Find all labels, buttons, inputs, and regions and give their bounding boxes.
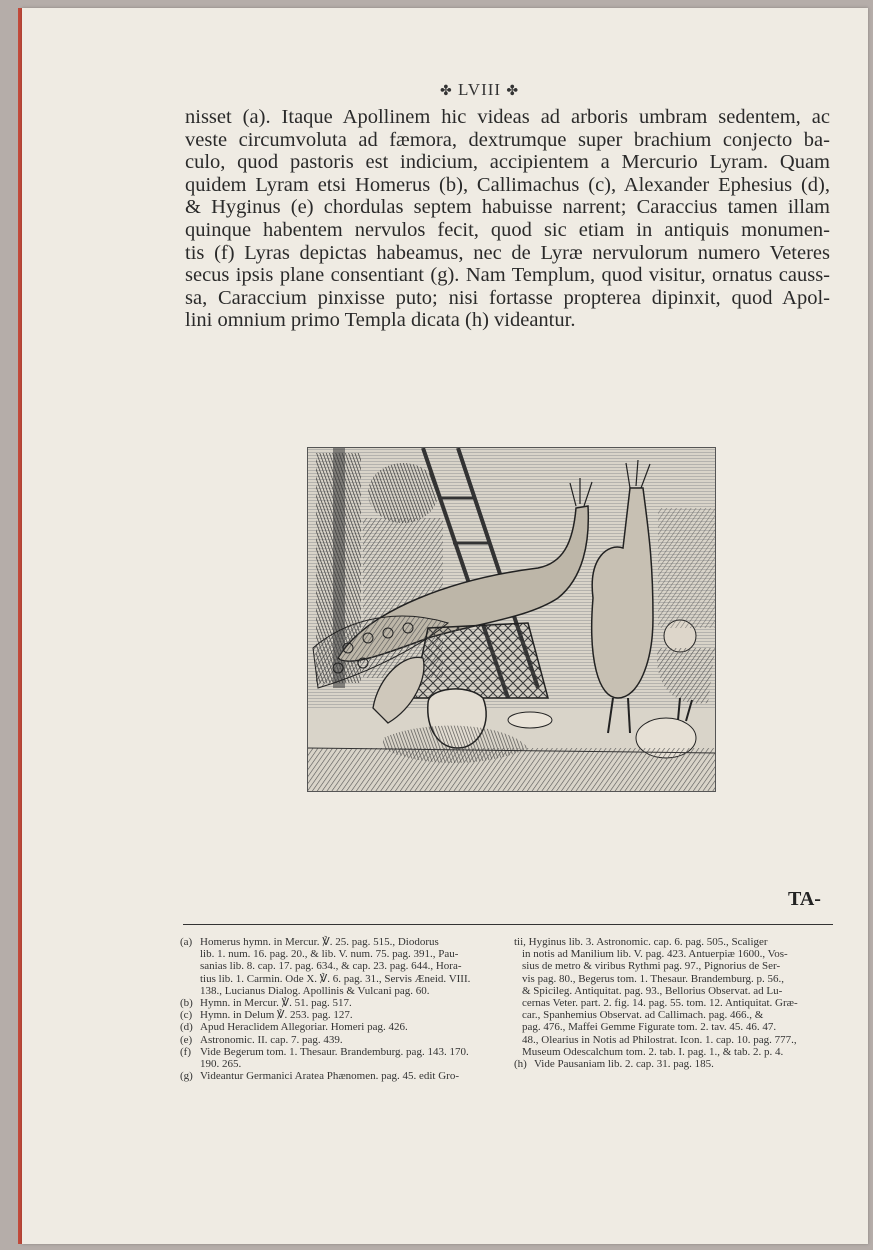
footnote-line: 190. 265.	[200, 1058, 242, 1071]
footnote-line: lib. 1. num. 16. pag. 20., & lib. V. num. 75. pag. 391., Pau-	[200, 948, 459, 961]
body-line: culo, quod pastoris est indicium, accipientem a Mercurio Lyram. Quam	[185, 151, 830, 174]
footnote-line: vis pag. 80., Begerus tom. 1. Thesaur. Brandemburg. p. 56.,	[522, 972, 785, 985]
footnote-line: sius de metro & viribus Rythmi pag. 97., Pignorius de Ser-	[522, 960, 781, 973]
footnote-mark: (g)	[180, 1070, 193, 1083]
body-line: & Hyginus (e) chordulas septem habuisse narrent; Caraccius tamen illam	[185, 196, 830, 219]
footnote-line: in notis ad Manilium lib. V. pag. 423. Antuerpiæ 1600., Vos-	[522, 948, 788, 961]
page-header	[440, 80, 519, 100]
footnote-line: 48., Olearius in Notis ad Philostrat. Icon. 1. cap. 10. pag. 777.,	[522, 1033, 797, 1046]
footnote-line: Astronomic. II. cap. 7. pag. 439.	[200, 1033, 343, 1046]
footnote	[180, 997, 506, 1009]
engraving-peacocks-image	[308, 448, 715, 791]
body-line: nisset (a). Itaque Apollinem hic videas ad arboris umbram sedentem, ac	[185, 106, 830, 128]
footnote-line: Museum Odescalchum tom. 2. tab. I. pag. 1., & tab. 2. p. 4.	[522, 1045, 784, 1058]
footnote-line: tius lib. 1. Carmin. Ode X. ℣. 6. pag. 31., Servis Æneid. VIII.	[200, 972, 471, 985]
footnote-line: sanias lib. 8. cap. 17. pag. 634., & cap. 23. pag. 644., Hora-	[200, 960, 462, 973]
footnotes-right-column	[514, 936, 834, 1070]
body-paragraph	[185, 106, 830, 332]
body-line: tis (f) Lyras depictas habeamus, nec de Lyræ nervulorum numero Veteres	[185, 241, 830, 264]
footnote	[180, 1046, 506, 1070]
footnote-mark: (a)	[180, 936, 193, 948]
footnote-line: cernas Veter. part. 2. fig. 14. pag. 55. tom. 12. Antiquitat. Græ-	[522, 997, 798, 1010]
footnote-continuation	[514, 936, 834, 1058]
footnote-mark: (f)	[180, 1045, 191, 1058]
footnote	[514, 1058, 834, 1070]
footnote-mark: (e)	[180, 1033, 193, 1046]
footnote-line: car., Spanhemius Observat. ad Callimach. pag. 466., &	[522, 1009, 764, 1022]
footnote-line: tii, Hyginus lib. 3. Astronomic. cap. 6. pag. 505., Scaliger	[514, 936, 768, 948]
footnote-line: Vide Pausaniam lib. 2. cap. 31. pag. 185.	[534, 1058, 714, 1071]
footnote-line: Hymn. in Mercur. ℣. 51. pag. 517.	[200, 997, 352, 1010]
body-line: quinque habentem nervulos fecit, quod sic etiam in antiquis monumen-	[185, 218, 830, 241]
page-numeral: LVIII	[457, 80, 502, 99]
footnote-rule	[183, 924, 833, 925]
footnote	[180, 936, 506, 997]
footnote-mark: (b)	[180, 997, 193, 1010]
body-line: sa, Caraccium pinxisse puto; nisi fortasse propterea dipinxit, quod Apol-	[185, 286, 830, 309]
footnote-line: & Spicileg. Antiquitat. pag. 93., Bellorius Observat. ad Lu-	[522, 984, 783, 997]
footnote-mark: (h)	[514, 1058, 527, 1071]
footnote-mark: (d)	[180, 1021, 193, 1034]
footnote	[180, 1034, 506, 1046]
engraving-illustration	[307, 447, 716, 792]
footnote-line: Apud Heraclidem Allegoriar. Homeri pag. 426.	[200, 1021, 408, 1034]
footnotes-left-column	[180, 936, 506, 1082]
footnote-mark: (c)	[180, 1009, 193, 1022]
footnote-line: 138., Lucianus Dialog. Apollinis & Vulcani pag. 60.	[200, 984, 430, 997]
footnote-line: Vide Begerum tom. 1. Thesaur. Brandemburg. pag. 143. 170.	[200, 1045, 469, 1058]
footnote	[180, 1009, 506, 1021]
ornament-right-icon: ✤	[506, 84, 520, 99]
body-line: veste circumvoluta ad fæmora, dextrumque super brachium conjecto ba-	[185, 128, 830, 151]
body-line: quidem Lyram etsi Homerus (b), Callimachus (c), Alexander Ephesius (d),	[185, 173, 830, 196]
footnote	[180, 1021, 506, 1033]
ornament-left-icon: ✤	[440, 84, 453, 99]
footnote	[180, 1070, 506, 1082]
catchword: TA-	[788, 888, 821, 910]
footnote-line: Hymn. in Delum ℣. 253. pag. 127.	[200, 1009, 353, 1022]
body-line: lini omnium primo Templa dicata (h) videantur.	[185, 309, 576, 332]
footnote-line: Homerus hymn. in Mercur. ℣. 25. pag. 515., Diodorus	[200, 936, 439, 948]
body-line: secus ipsis plane consentiant (g). Nam Templum, quod visitur, ornatus causs-	[185, 264, 830, 287]
footnote-line: Videantur Germanici Aratea Phænomen. pag. 45. edit Gro-	[200, 1070, 459, 1083]
footnote-line: pag. 476., Maffei Gemme Figurate tom. 2. tav. 45. 46. 47.	[522, 1021, 777, 1034]
